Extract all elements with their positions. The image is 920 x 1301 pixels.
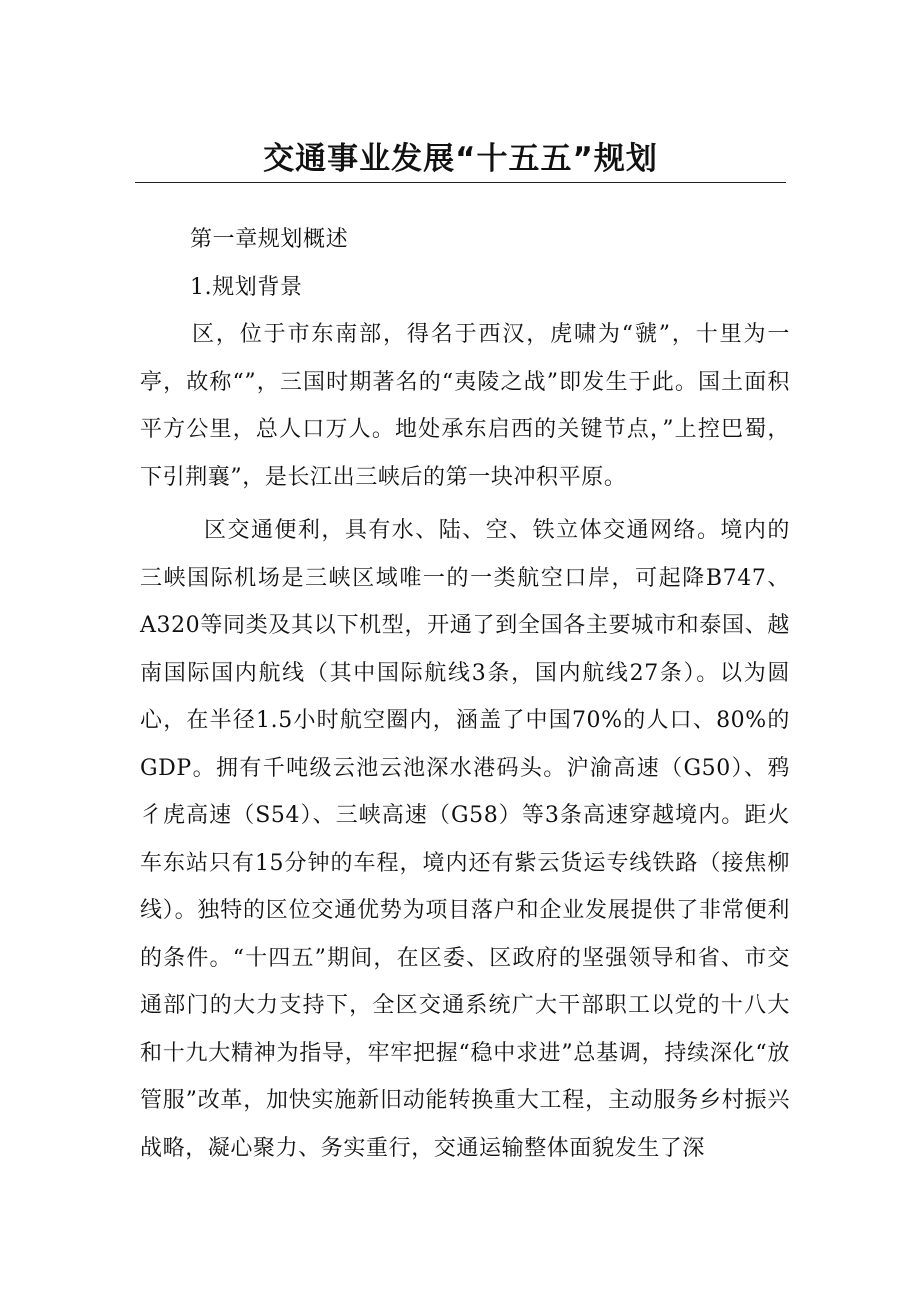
document-title: 交通事业发展“十五五”规划 [263, 141, 658, 177]
title-underline [135, 182, 786, 183]
document-body [140, 216, 790, 1172]
section-heading: 1.规划背景 [190, 274, 303, 300]
paragraph-2: 区交通便利，具有水、陆、空、铁立体交通网络。境内的三峡国际机场是三峡区域唯一的一类航空口岸，可起降B747、A320等同类及其以下机型，开通了到全国各主要城市和泰国、越南国际国内航线（其中国际航线3条，国内航线27条）。以为圆心，在半径1.5小时航空圈内，涵盖了中国70%的人口、80%的GDP。拥有千吨级云池云池深水港码头。沪渝高速（G50）、鸦彳虎高速（S54）、三峡高速（G58）等3条高速穿越境内。距火车东站只有15分钟的车程，境内还有紫云货运专线铁路（接焦柳线）。独特的区位交通优势为项目落户和企业发展提供了非常便利的条件。“十四五”期间，在区委、区政府的坚强领导和省、市交通部门的大力支持下，全区交通系统广大干部职工以党的十八大和十九大精神为指导，牢牢把握“稳中求进”总基调，持续深化“放管服”改革，加快实施新旧动能转换重大工程，主动服务乡村振兴战略，凝心聚力、务实重行，交通运输整体面貌发生了深 [140, 518, 790, 1161]
chapter-heading: 第一章规划概述 [190, 227, 349, 252]
paragraph-1: 区，位于市东南部，得名于西汉，虎啸为“虢”，十里为一亭，故称“”，三国时期著名的“夷陵之战”即发生于此。国土面积平方公里，总人口万人。地处承东启西的关键节点，”上控巴蜀，下引荆襄”，是长江出三峡后的第一块冲积平原。 [140, 322, 790, 490]
